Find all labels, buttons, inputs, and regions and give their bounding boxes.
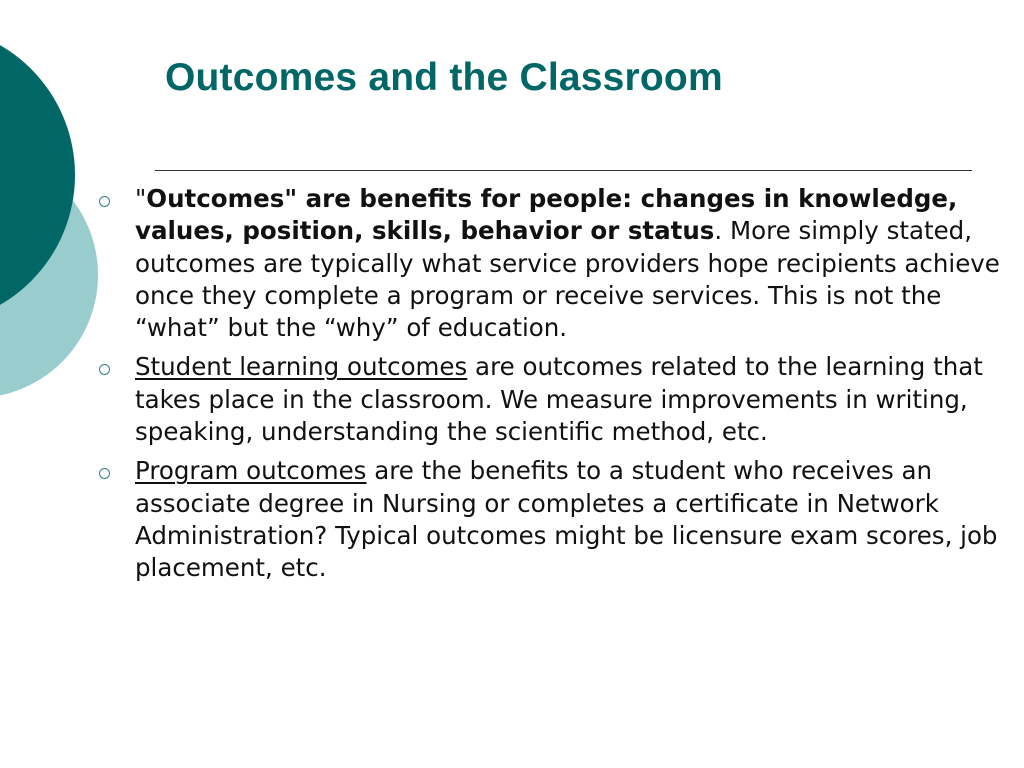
open-quote: " (135, 184, 147, 213)
program-outcomes-text: are the benefits to a student who receives an associate degree in Nursing or completes a certificate in Network Administration? Typical outcomes might be licensure exam scores, job placement, etc. (135, 456, 998, 583)
slide-title: Outcomes and the Classroom (165, 56, 723, 99)
bullet-item-outcomes (96, 183, 1006, 344)
hollow-circle-bullet-icon (99, 364, 110, 375)
bullet-list (96, 183, 1006, 592)
outcomes-definition-bold: Outcomes" are benefits for people: changes in knowledge, values, position, skills, behavior or status (135, 184, 958, 246)
bullet-item-program-outcomes (96, 455, 1006, 584)
student-learning-outcomes-text: are outcomes related to the learning that takes place in the classroom. We measure improvements in writing, speaking, understanding the scientific method, etc. (135, 352, 983, 447)
program-outcomes-term: Program outcomes (135, 456, 367, 486)
student-learning-outcomes-term: Student learning outcomes (135, 352, 468, 382)
hollow-circle-bullet-icon (99, 196, 110, 207)
bullet-item-student-learning-outcomes (96, 351, 1006, 448)
hollow-circle-bullet-icon (99, 468, 110, 479)
outcomes-definition-text: . More simply stated, outcomes are typically what service providers hope recipients achieve once they complete a program or receive services. This is not the “what” but the “why” of education. (135, 216, 1000, 343)
title-divider (155, 170, 972, 171)
